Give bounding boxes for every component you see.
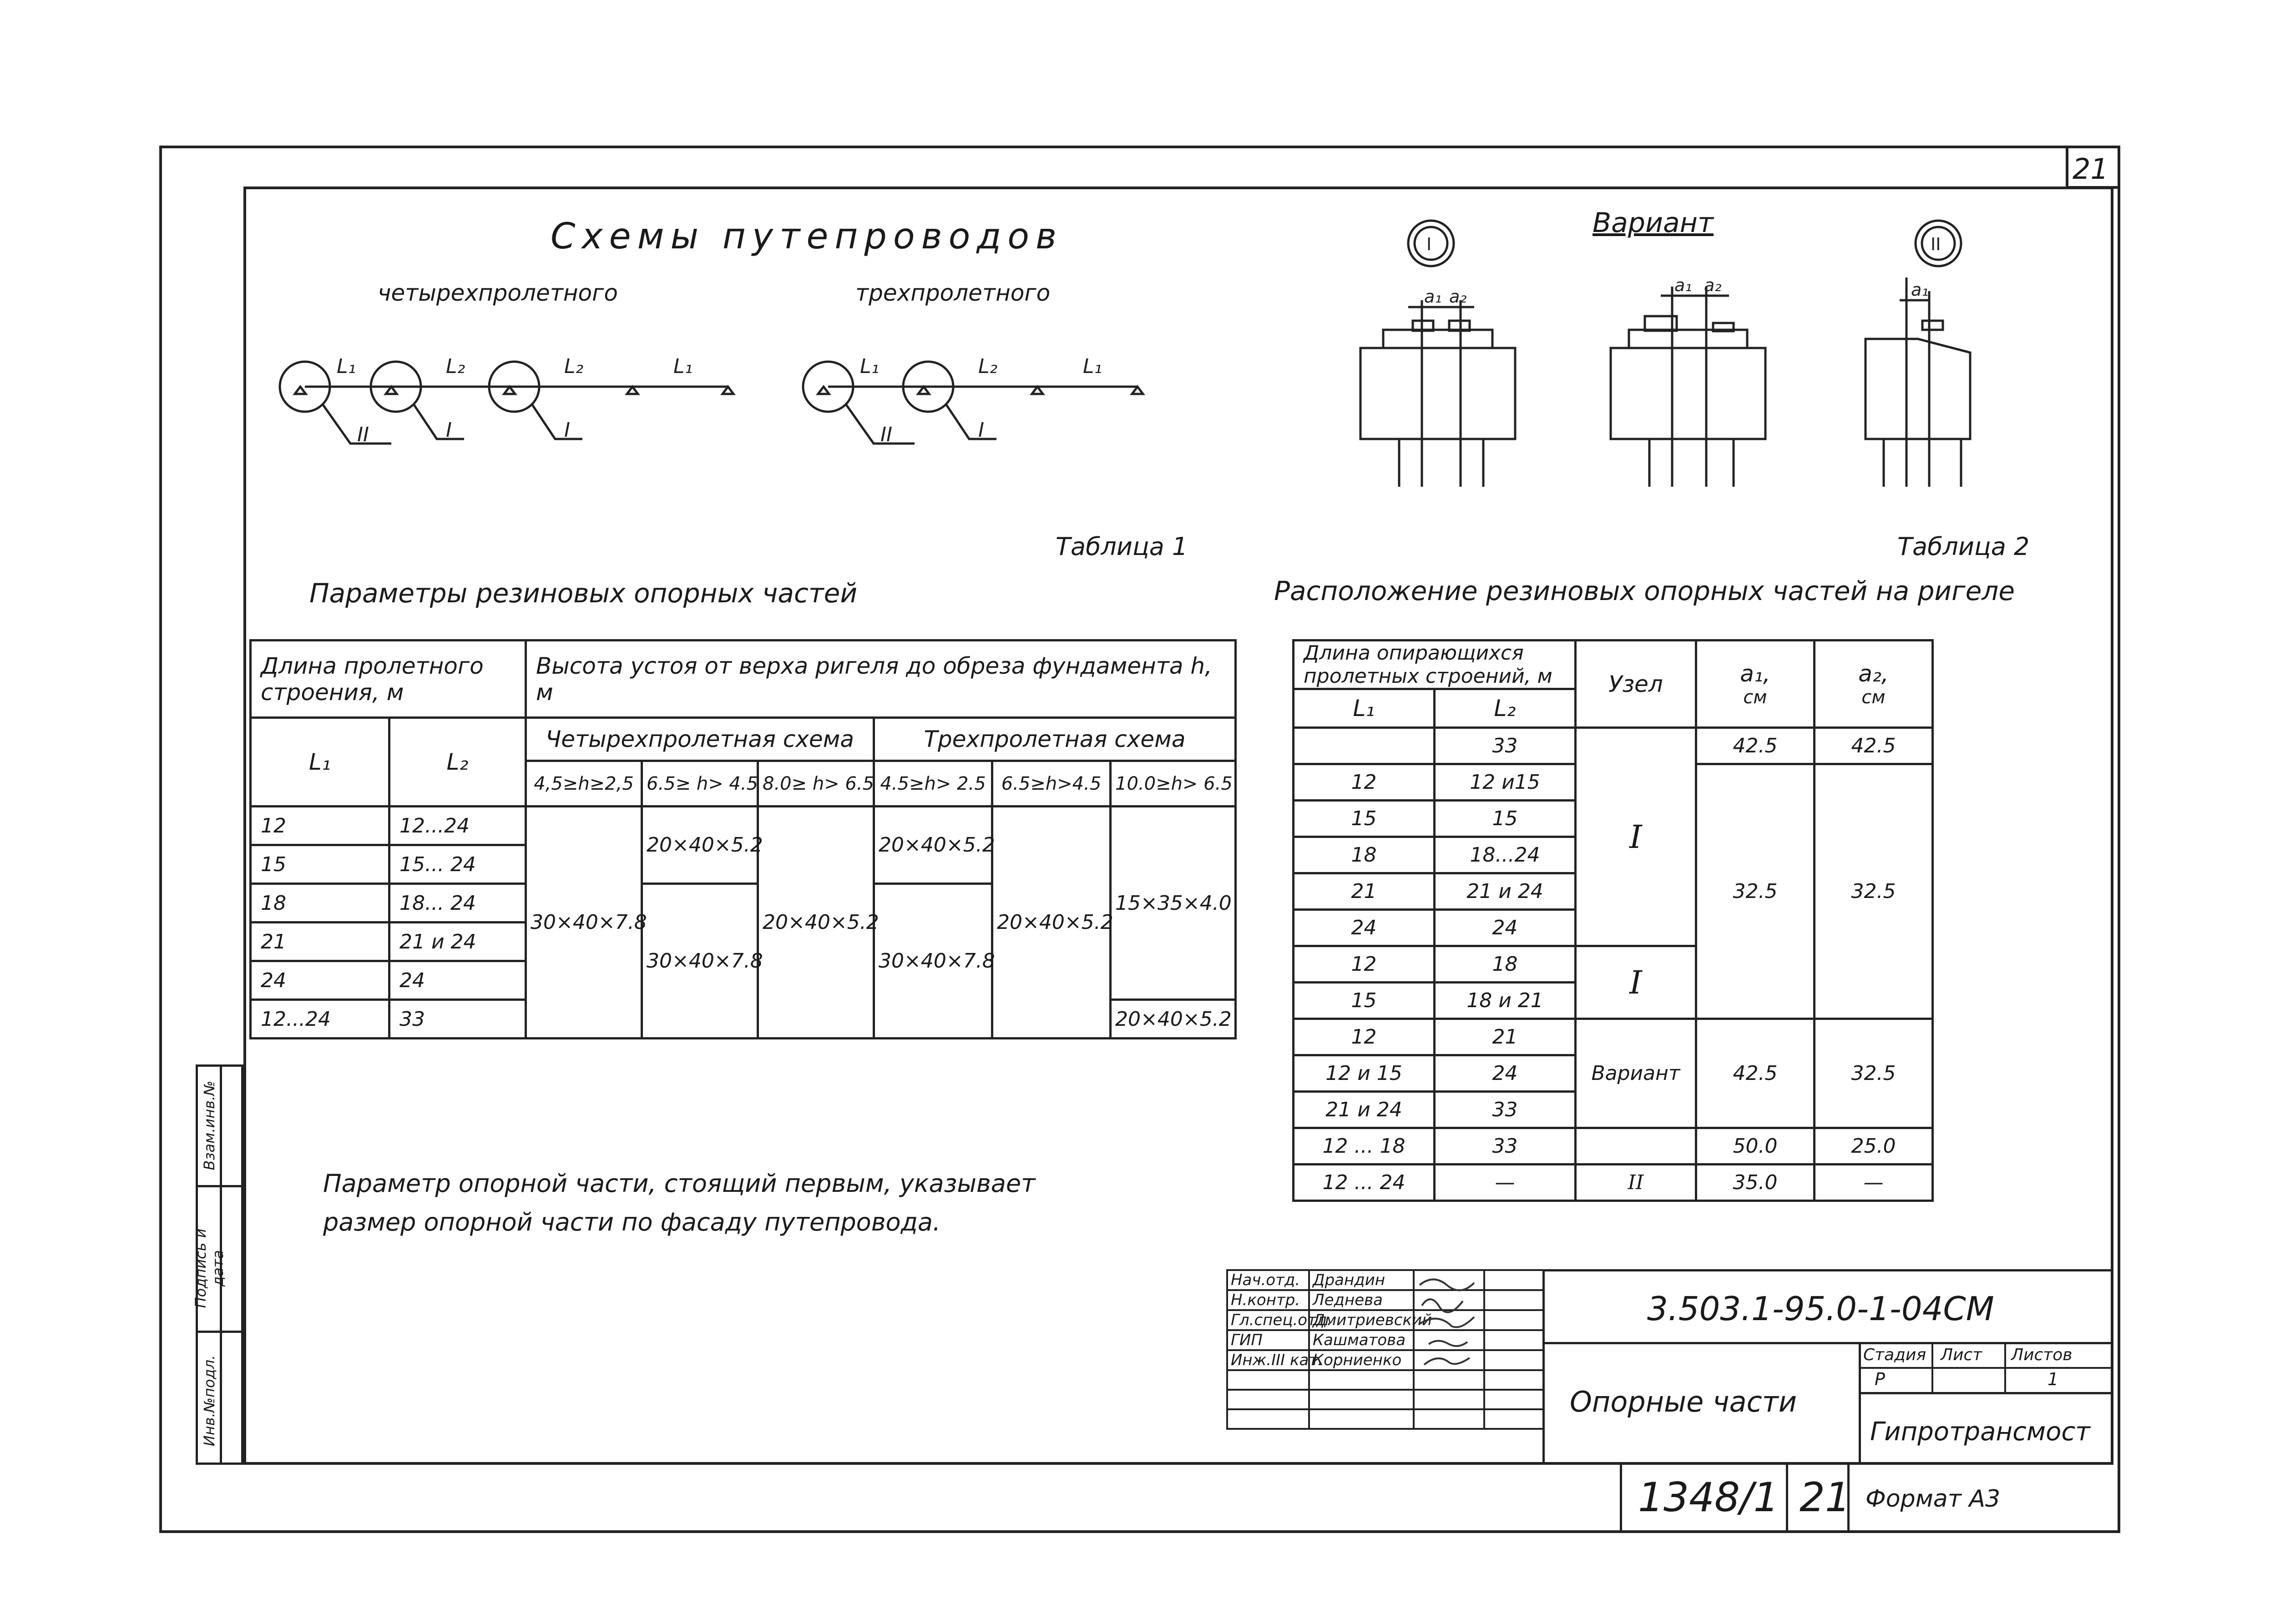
t2-a1-r11: 50.0 — [1696, 1128, 1815, 1165]
pier2-a1: a₁ — [1674, 275, 1692, 295]
variant-mark-II: II — [1931, 234, 1941, 254]
t2-L1-11: 12 ... 18 — [1294, 1128, 1435, 1165]
pier3-a1: a₁ — [1911, 280, 1929, 300]
t2-a2-r0: 42.5 — [1815, 728, 1933, 764]
side-stamp-replace: Взам.инв.№ — [201, 1080, 218, 1170]
tb-role-4: Инж.III кат. — [1227, 1350, 1309, 1370]
tb-empty-r5c0 — [1227, 1370, 1309, 1390]
four-span-label: четырехпролетного — [378, 280, 618, 306]
t1-cell-15x35x40: 15×35×4.0 — [1111, 807, 1236, 1000]
t2-node-I-a: I — [1576, 728, 1696, 946]
tb-date-4 — [1484, 1350, 1543, 1370]
t2-L2-0: 33 — [1435, 728, 1576, 764]
t1-range-2: 8.0≥ h> 6.5 — [758, 761, 874, 807]
t2-L1-7: 15 — [1294, 983, 1435, 1019]
t1-L2-2: 18... 24 — [389, 884, 526, 923]
tb-role-0: Нач.отд. — [1227, 1270, 1309, 1290]
t2-header-a2-unit: см — [1861, 686, 1886, 708]
t2-L2-8: 21 — [1435, 1019, 1576, 1055]
t2-L2-11: 33 — [1435, 1128, 1576, 1165]
table1 — [249, 639, 1237, 1039]
t2-L1-6: 12 — [1294, 946, 1435, 983]
title-block-signatures — [1226, 1269, 1544, 1430]
t1-header-L1: L₁ — [251, 718, 389, 807]
t2-a1-mid: 32.5 — [1696, 764, 1815, 1019]
t2-L1-9: 12 и 15 — [1294, 1055, 1435, 1092]
t1-cell-20x40x52-b: 20×40×5.2 — [758, 807, 874, 1039]
t2-a1-r0: 42.5 — [1696, 728, 1815, 764]
tb-format: Формат А3 — [1866, 1485, 2001, 1513]
t2-L1-0 — [1294, 728, 1435, 764]
tb-name-1: Леднева — [1309, 1290, 1414, 1310]
variant-mark-I: I — [1426, 234, 1432, 254]
four-L1-label-a: L₁ — [337, 355, 356, 378]
t1-L2-0: 12...24 — [389, 807, 526, 845]
tb-name-2: Дмитриевский — [1309, 1310, 1414, 1330]
t2-node-I-b: I — [1576, 946, 1696, 1019]
three-L1-label-a: L₁ — [860, 355, 880, 378]
t2-a2-r11: 25.0 — [1815, 1128, 1933, 1165]
pier1-a1: a₁ — [1424, 287, 1442, 307]
tb-empty-r6c0 — [1227, 1390, 1309, 1409]
t2-L2-9: 24 — [1435, 1055, 1576, 1092]
tb-page-number: 21 — [1800, 1474, 1850, 1521]
t1-L1-0: 12 — [251, 807, 389, 845]
t2-header-a2: a₂, — [1858, 660, 1889, 687]
t1-cell-20x40x52-d: 20×40×5.2 — [992, 807, 1111, 1039]
tb-divider-6 — [2004, 1342, 2006, 1392]
t2-a1-r12: 35.0 — [1696, 1165, 1815, 1201]
t2-node-II: II — [1576, 1165, 1696, 1201]
t2-L1-1: 12 — [1294, 764, 1435, 801]
table1-caption: Таблица 1 — [1056, 532, 1188, 561]
four-node-II: II — [357, 423, 369, 446]
t2-a2-r12: — — [1815, 1165, 1933, 1201]
table1-title: Параметры резиновых опорных частей — [309, 578, 858, 609]
tb-divider-1 — [1542, 1342, 2113, 1344]
three-span-label: трехпролетного — [855, 280, 1051, 306]
three-L1-label-b: L₁ — [1083, 355, 1102, 378]
t1-L1-4: 24 — [251, 961, 389, 1000]
t2-node-variant: Вариант — [1576, 1019, 1696, 1128]
t1-header-four: Четырехпролетная схема — [526, 718, 874, 761]
tb-empty-r7c2 — [1414, 1409, 1484, 1429]
t2-L2-2: 15 — [1435, 801, 1576, 837]
signature-scribbles — [1415, 1271, 1488, 1372]
tb-stage-header: Стадия — [1863, 1346, 1926, 1364]
t1-cell-20x40x52-c: 20×40×5.2 — [874, 807, 992, 884]
variant-title: Вариант — [1592, 207, 1714, 239]
four-node-I-a: I — [446, 419, 452, 442]
tb-divider-2 — [1859, 1342, 1861, 1465]
t1-L1-2: 18 — [251, 884, 389, 923]
side-stamp — [192, 1064, 243, 1465]
table2-caption: Таблица 2 — [1897, 532, 2030, 561]
tb-stage: Р — [1875, 1369, 1885, 1389]
t2-L2-1: 12 и15 — [1435, 764, 1576, 801]
t1-L2-1: 15... 24 — [389, 845, 526, 884]
t2-L2-6: 18 — [1435, 946, 1576, 983]
t1-range-3: 4.5≥h> 2.5 — [874, 761, 992, 807]
t2-L1-5: 24 — [1294, 910, 1435, 946]
tb-organization: Гипротрансмост — [1870, 1417, 2090, 1447]
t1-header-three: Трехпролетная схема — [874, 718, 1236, 761]
three-node-II: II — [880, 423, 892, 446]
t2-header-node: Узел — [1576, 641, 1696, 728]
sheet-number: 21 — [2073, 152, 2108, 186]
side-stamp-signature: Подпись и дата — [192, 1228, 227, 1308]
t1-range-1: 6.5≥ h> 4.5 — [642, 761, 758, 807]
table2 — [1292, 639, 1934, 1202]
t2-header-a2-cell — [1815, 641, 1933, 728]
note-line-1: Параметр опорной части, стоящий первым, указывает — [323, 1169, 1036, 1198]
t2-L1-10: 21 и 24 — [1294, 1092, 1435, 1128]
tb-empty-r7c3 — [1484, 1409, 1543, 1429]
t1-cell-30x40x78-b: 30×40×7.8 — [642, 884, 758, 1039]
side-stamp-inventory: Инв.№подл. — [201, 1355, 218, 1447]
tb-empty-r5c1 — [1309, 1370, 1414, 1390]
t2-header-a1-cell — [1696, 641, 1815, 728]
t1-L2-5: 33 — [389, 1000, 526, 1039]
t2-header-a1: a₁, — [1740, 660, 1770, 687]
t1-header-height: Высота устоя от верха ригеля до обреза фундамента h, м — [526, 641, 1236, 718]
t2-header-L1: L₁ — [1294, 689, 1435, 728]
span-schemes-diagram — [255, 328, 1210, 473]
t2-a2-mid: 32.5 — [1815, 764, 1933, 1019]
tb-empty-r5c3 — [1484, 1370, 1543, 1390]
t2-a2-var: 32.5 — [1815, 1019, 1933, 1128]
t2-header-lengths: Длина опирающихся пролетных строений, м — [1294, 641, 1576, 689]
t1-L1-3: 21 — [251, 923, 389, 961]
t2-node-r11 — [1576, 1128, 1696, 1165]
schemes-title: Схемы путепроводов — [551, 216, 1063, 257]
t2-L2-10: 33 — [1435, 1092, 1576, 1128]
t2-L1-4: 21 — [1294, 873, 1435, 910]
tb-sheets: 1 — [2048, 1369, 2059, 1389]
tb-role-1: Н.контр. — [1227, 1290, 1309, 1310]
t2-L2-3: 18...24 — [1435, 837, 1576, 873]
t2-L1-3: 18 — [1294, 837, 1435, 873]
tb-doc-code: 3.503.1-95.0-1-04СМ — [1647, 1290, 1994, 1328]
tb-date-0 — [1484, 1270, 1543, 1290]
t2-a1-var: 42.5 — [1696, 1019, 1815, 1128]
three-node-I: I — [978, 419, 984, 442]
tb-sheet-header: Лист — [1941, 1346, 1982, 1364]
t2-header-L2: L₂ — [1435, 689, 1576, 728]
tb-divider-4 — [1859, 1392, 2113, 1394]
four-L2-label-b: L₂ — [564, 355, 584, 378]
t1-range-5: 10.0≥h> 6.5 — [1111, 761, 1236, 807]
t2-L1-12: 12 ... 24 — [1294, 1165, 1435, 1201]
t2-L2-4: 21 и 24 — [1435, 873, 1576, 910]
t2-L2-5: 24 — [1435, 910, 1576, 946]
tb-name-3: Кашматова — [1309, 1330, 1414, 1350]
pier1-a2: a₂ — [1449, 287, 1467, 307]
t1-range-4: 6.5≥h>4.5 — [992, 761, 1111, 807]
tb-date-3 — [1484, 1330, 1543, 1350]
tb-sheets-header: Листов — [2011, 1346, 2073, 1364]
t2-L1-8: 12 — [1294, 1019, 1435, 1055]
t1-cell-20x40x52-e: 20×40×5.2 — [1111, 1000, 1236, 1039]
tb-empty-r6c3 — [1484, 1390, 1543, 1409]
tb-empty-r5c2 — [1414, 1370, 1484, 1390]
four-L2-label-a: L₂ — [446, 355, 465, 378]
t1-header-span-length: Длина пролетного строения, м — [251, 641, 526, 718]
tb-empty-r7c0 — [1227, 1409, 1309, 1429]
variant-drawings — [1333, 214, 2029, 514]
four-L1-label-b: L₁ — [673, 355, 693, 378]
tb-role-3: ГИП — [1227, 1330, 1309, 1350]
t1-L2-3: 21 и 24 — [389, 923, 526, 961]
t2-L2-7: 18 и 21 — [1435, 983, 1576, 1019]
tb-role-2: Гл.спец.отд. — [1227, 1310, 1309, 1330]
note-line-2: размер опорной части по фасаду путепровода. — [323, 1208, 941, 1236]
t1-range-0: 4,5≥h≥2,5 — [526, 761, 642, 807]
four-node-I-b: I — [564, 419, 570, 442]
tb-name-0: Драндин — [1309, 1270, 1414, 1290]
t1-L1-1: 15 — [251, 845, 389, 884]
tb-empty-r6c1 — [1309, 1390, 1414, 1409]
t1-cell-20x40x52-a: 20×40×5.2 — [642, 807, 758, 884]
tb-divider-3 — [1859, 1367, 2113, 1369]
tb-empty-r6c2 — [1414, 1390, 1484, 1409]
tb-name-4: Корниенко — [1309, 1350, 1414, 1370]
t1-header-L2: L₂ — [389, 718, 526, 807]
pier2-a2: a₂ — [1704, 275, 1722, 295]
tb-empty-r7c1 — [1309, 1409, 1414, 1429]
t2-L2-12: — — [1435, 1165, 1576, 1201]
tb-album-number: 1348/1 — [1638, 1474, 1779, 1521]
tb-date-1 — [1484, 1290, 1543, 1310]
tb-doc-title: Опорные части — [1570, 1385, 1797, 1418]
tb-divider-5 — [1931, 1342, 1933, 1392]
t1-L2-4: 24 — [389, 961, 526, 1000]
t1-L1-5: 12...24 — [251, 1000, 389, 1039]
table2-title: Расположение резиновых опорных частей на ригеле — [1274, 575, 2015, 606]
t1-cell-30x40x78-c: 30×40×7.8 — [874, 884, 992, 1039]
t2-L1-2: 15 — [1294, 801, 1435, 837]
t1-cell-30x40x78-a: 30×40×7.8 — [526, 807, 642, 1039]
tb-date-2 — [1484, 1310, 1543, 1330]
three-L2-label: L₂ — [978, 355, 998, 378]
t2-header-a1-unit: см — [1743, 686, 1767, 708]
